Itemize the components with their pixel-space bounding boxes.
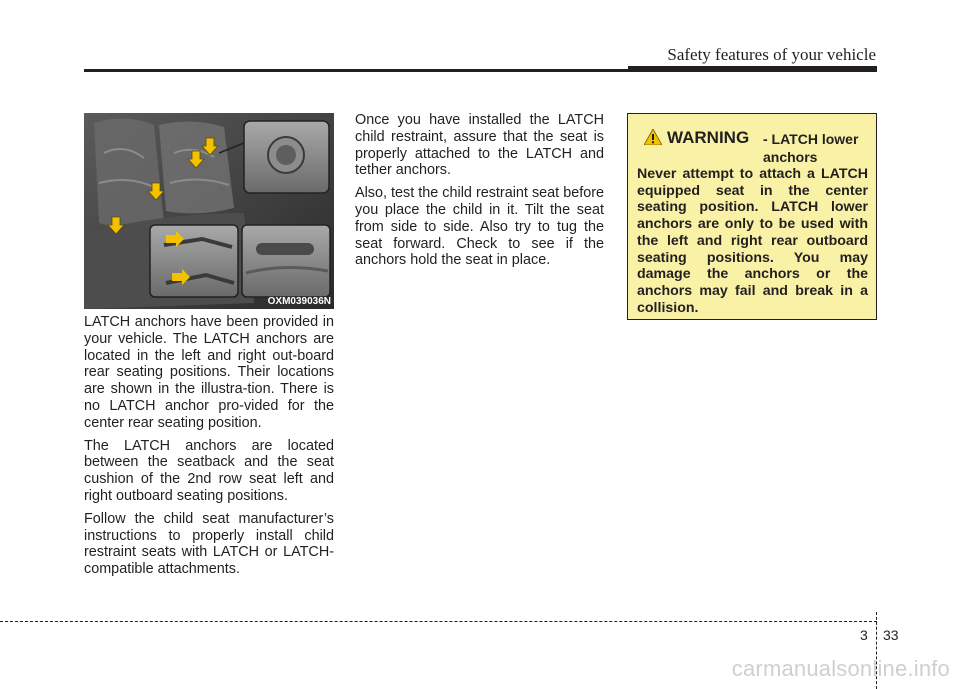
paragraph: The LATCH anchors are located between the seatback and the seat cushion of the 2nd row seat left and right outboard seating positions. xyxy=(84,437,334,504)
warning-body: Never attempt to attach a LATCH equipped seat in the center seating position. LATCH lower anchors are only to be used with the left and right rear outboard seating positions. You may damage the anchors or the anchors may fail and break in a collision. xyxy=(637,166,868,316)
warning-box xyxy=(627,113,877,320)
watermark: carmanualsonline.info xyxy=(731,656,950,681)
paragraph: Also, test the child restraint seat before you place the child in it. Tilt the seat from side to side. Also try to tug the seat forward. Check to see if the anchors hold the seat in place. xyxy=(355,185,604,269)
warning-label: WARNING xyxy=(667,128,750,147)
page-number: 33 xyxy=(883,627,899,643)
warning-subject: - LATCH lower anchors xyxy=(763,131,859,165)
paragraph: LATCH anchors have been provided in your vehicle. The LATCH anchors are located in the left and right out-board rear seating positions. Their locations are shown in the illustra-tion. There is no LATCH anchor pro-vided for the center rear seating position. xyxy=(84,314,334,431)
middle-column-text xyxy=(355,112,604,275)
chapter-number: 3 xyxy=(860,627,868,643)
paragraph: Once you have installed the LATCH child restraint, assure that the seat is properly attached to the LATCH and tether anchors. xyxy=(355,112,604,179)
section-title: Safety features of your vehicle xyxy=(667,45,876,64)
footer-rule xyxy=(0,621,877,622)
header-rule-accent xyxy=(628,66,877,72)
warning-triangle-icon xyxy=(644,129,662,145)
figure-code: OXM039036N xyxy=(267,296,331,307)
latch-anchor-illustration xyxy=(84,113,334,309)
left-column-text xyxy=(84,314,334,584)
rear-seat-illustration xyxy=(84,113,334,309)
paragraph: Follow the child seat manufacturer’s instructions to properly install child restraint seats with LATCH or LATCH-compatible attachments. xyxy=(84,510,334,578)
warning-header xyxy=(637,122,868,165)
